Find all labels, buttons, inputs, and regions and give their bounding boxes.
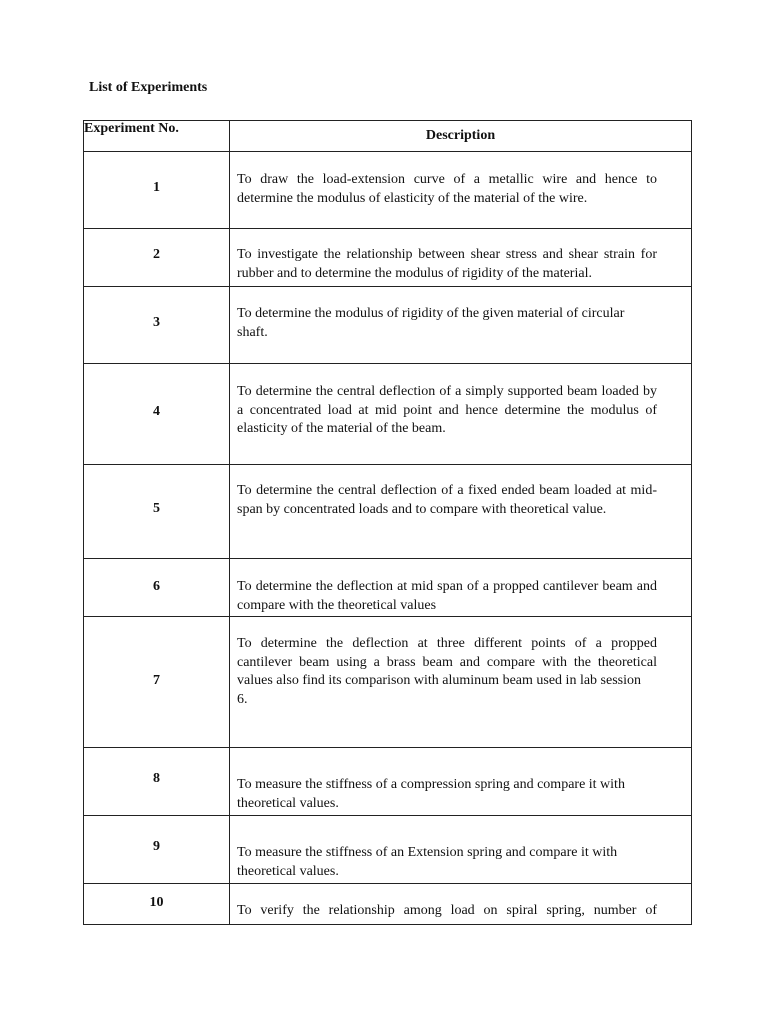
experiment-description-cell [230, 748, 692, 816]
table-header-row [84, 121, 692, 152]
table-row [84, 287, 692, 364]
experiment-number-cell [84, 229, 230, 287]
experiment-description-cell [230, 884, 692, 925]
experiment-description-cell [230, 152, 692, 229]
experiment-number: 1 [153, 180, 160, 195]
experiment-number: 7 [153, 673, 160, 688]
experiment-description-cell [230, 364, 692, 465]
experiment-number: 2 [153, 247, 160, 262]
experiment-number: 3 [153, 315, 160, 330]
experiment-number: 8 [153, 771, 160, 786]
experiment-description-cell [230, 617, 692, 748]
experiment-number-cell [84, 884, 230, 925]
experiment-description: To determine the modulus of rigidity of the given material of circular shaft. [237, 306, 625, 340]
experiment-number: 5 [153, 501, 160, 516]
experiment-number-cell [84, 364, 230, 465]
experiment-description: To draw the load-extension curve of a metallic wire and hence to determine the modulus of elasticity of the material of the wire. [237, 172, 657, 206]
experiment-number-cell [84, 465, 230, 559]
table-row [84, 152, 692, 229]
experiment-number: 6 [153, 579, 160, 594]
experiment-description: To measure the stiffness of an Extension spring and compare it with theoretical values. [237, 845, 618, 879]
experiment-description: To verify the relationship among load on spiral spring, number of [237, 903, 657, 918]
experiment-description-cell [230, 816, 692, 884]
table-row [84, 559, 692, 617]
experiment-number-cell [84, 617, 230, 748]
table-row [84, 884, 692, 925]
experiment-number-cell [84, 287, 230, 364]
table-row [84, 364, 692, 465]
experiment-description: To investigate the relationship between shear stress and shear strain for rubber and to determine the modulus of rigidity of the material. [237, 247, 657, 281]
experiment-number-cell [84, 152, 230, 229]
experiment-description-cell [230, 229, 692, 287]
experiment-number: 10 [149, 895, 164, 910]
experiment-number-cell [84, 816, 230, 884]
table-row [84, 816, 692, 884]
experiment-description-cell [230, 287, 692, 364]
page-title: List of Experiments [89, 80, 208, 95]
experiment-description: To determine the deflection at three different points of a propped cantilever beam using a brass beam and compare with the theoretical values also find its comparison with aluminum beam used in lab session [237, 636, 657, 688]
experiment-number: 9 [153, 839, 160, 854]
experiment-description-cell [230, 465, 692, 559]
experiment-description: To measure the stiffness of a compression spring and compare it with theoretical values. [237, 777, 625, 811]
experiment-number-cell [84, 748, 230, 816]
table-row [84, 748, 692, 816]
table-row [84, 617, 692, 748]
table-row [84, 465, 692, 559]
table-row [84, 229, 692, 287]
experiment-description: To determine the central deflection of a fixed ended beam loaded at mid-span by concentrated loads and to compare with theoretical value. [237, 483, 657, 517]
experiment-description-block [237, 635, 657, 709]
column-header-description: Description [230, 121, 692, 152]
experiment-description-extra: 6. [237, 691, 248, 707]
experiment-number-cell [84, 559, 230, 617]
experiment-description: To determine the central deflection of a simply supported beam loaded by a concentrated load at mid point and hence determine the modulus of elasticity of the material of the beam. [237, 384, 657, 436]
experiment-number: 4 [153, 404, 160, 419]
experiments-table [83, 120, 692, 925]
experiment-description: To determine the deflection at mid span of a propped cantilever beam and compare with the theoretical values [237, 579, 657, 613]
experiment-description-cell [230, 559, 692, 617]
column-header-number: Experiment No. [84, 121, 230, 152]
